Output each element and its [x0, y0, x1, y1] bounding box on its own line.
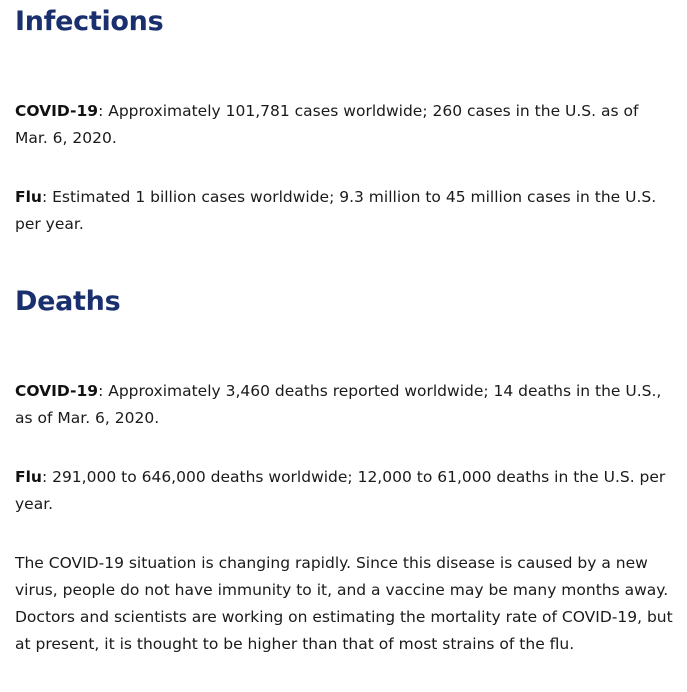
deaths-covid-text: : Approximately 3,460 deaths reported worldwide; 14 deaths in the U.S., as of Mar. 6, 2020.	[15, 382, 662, 427]
infections-flu-text: : Estimated 1 billion cases worldwide; 9.3 million to 45 million cases in the U.S. per year.	[15, 188, 657, 233]
deaths-flu-label: Flu	[15, 468, 42, 486]
infections-covid-paragraph	[15, 98, 675, 152]
infections-heading: Infections	[15, 6, 164, 37]
deaths-covid-paragraph	[15, 378, 675, 432]
infections-flu-paragraph	[15, 184, 675, 238]
deaths-covid-label: COVID-19	[15, 382, 99, 400]
infections-flu-label: Flu	[15, 188, 42, 206]
situation-note-paragraph: The COVID-19 situation is changing rapidly. Since this disease is caused by a new virus, people do not have immunity to it, and a vaccine may be many months away. Doctors and scientists are working on estimating the mortality rate of COVID-19, but at present, it is thought to be higher than that of most strains of the flu.	[15, 554, 673, 653]
infections-covid-text: : Approximately 101,781 cases worldwide; 260 cases in the U.S. as of Mar. 6, 2020.	[15, 102, 639, 147]
deaths-flu-text: : 291,000 to 646,000 deaths worldwide; 12,000 to 61,000 deaths in the U.S. per year.	[15, 468, 666, 513]
infections-covid-label: COVID-19	[15, 102, 99, 120]
deaths-flu-paragraph	[15, 464, 675, 518]
deaths-heading: Deaths	[15, 286, 121, 317]
